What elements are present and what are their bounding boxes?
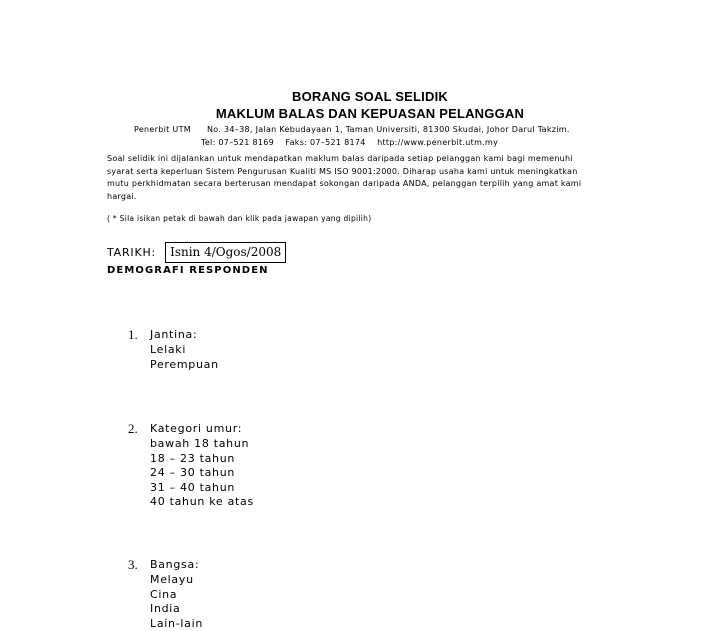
question-label: Kategori umur: <box>150 422 243 435</box>
instruction-note: ( * Sila isikan petak di bawah dan klik pada jawapan yang dipilih) <box>107 214 372 223</box>
question-number: 1. <box>128 327 138 342</box>
date-label: TARIKH: <box>107 245 157 259</box>
answer-option-24-30[interactable]: 24 – 30 tahun <box>150 466 236 480</box>
intro-line: hargai. <box>107 191 137 201</box>
date-field[interactable]: Isnin 4/Ogos/2008 <box>165 242 286 263</box>
answer-options <box>150 343 219 372</box>
answer-option-male[interactable]: Lelaki <box>150 343 187 356</box>
form-subtitle: MAKLUM BALAS DAN KEPUASAN PELANGGAN <box>215 106 525 121</box>
section-title: DEMOGRAFI RESPONDEN <box>107 265 269 276</box>
intro-paragraph <box>107 153 627 203</box>
question-label: Jantina: <box>150 328 198 341</box>
question-number: 3. <box>128 557 138 572</box>
question-number: 2. <box>128 421 138 436</box>
form-title: BORANG SOAL SELIDIK <box>292 89 448 104</box>
answer-option-chinese[interactable]: Cina <box>150 587 178 601</box>
intro-line: mutu perkhidmatan secara berterusan mendapat sokongan daripada ANDA, pelanggan terpilih yang amat kami <box>107 179 582 188</box>
answer-option-female[interactable]: Perempuan <box>150 357 219 371</box>
answer-option-malay[interactable]: Melayu <box>150 573 194 586</box>
publisher-name: Penerbit UTM <box>134 125 191 134</box>
answer-options <box>150 573 203 631</box>
answer-option-others[interactable]: Lain-lain <box>150 616 203 630</box>
date-row <box>107 242 286 262</box>
answer-option-31-40[interactable]: 31 – 40 tahun <box>150 480 236 494</box>
answer-option-under-18[interactable]: bawah 18 tahun <box>150 437 250 450</box>
publisher-contact: Tel: 07–521 8169 Faks: 07–521 8174 http://www.penerbit.utm.my <box>201 138 499 147</box>
intro-line: syarat serta keperluan Sistem Pengurusan Kualiti MS ISO 9001:2000. Diharap usaha kami untuk meningkatkan <box>107 166 578 176</box>
answer-option-over-40[interactable]: 40 tahun ke atas <box>150 495 254 509</box>
answer-option-indian[interactable]: India <box>150 602 181 616</box>
intro-line: Soal selidik ini dijalankan untuk mendapatkan maklum balas daripada setiap pelanggan kami bagi memenuhi <box>107 154 573 163</box>
answer-option-18-23[interactable]: 18 – 23 tahun <box>150 451 236 465</box>
answer-options <box>150 437 254 510</box>
question-label: Bangsa: <box>150 558 200 571</box>
publisher-address: No. 34–38, Jalan Kebudayaan 1, Taman Universiti, 81300 Skudai, Johor Darul Takzim. <box>207 125 570 134</box>
